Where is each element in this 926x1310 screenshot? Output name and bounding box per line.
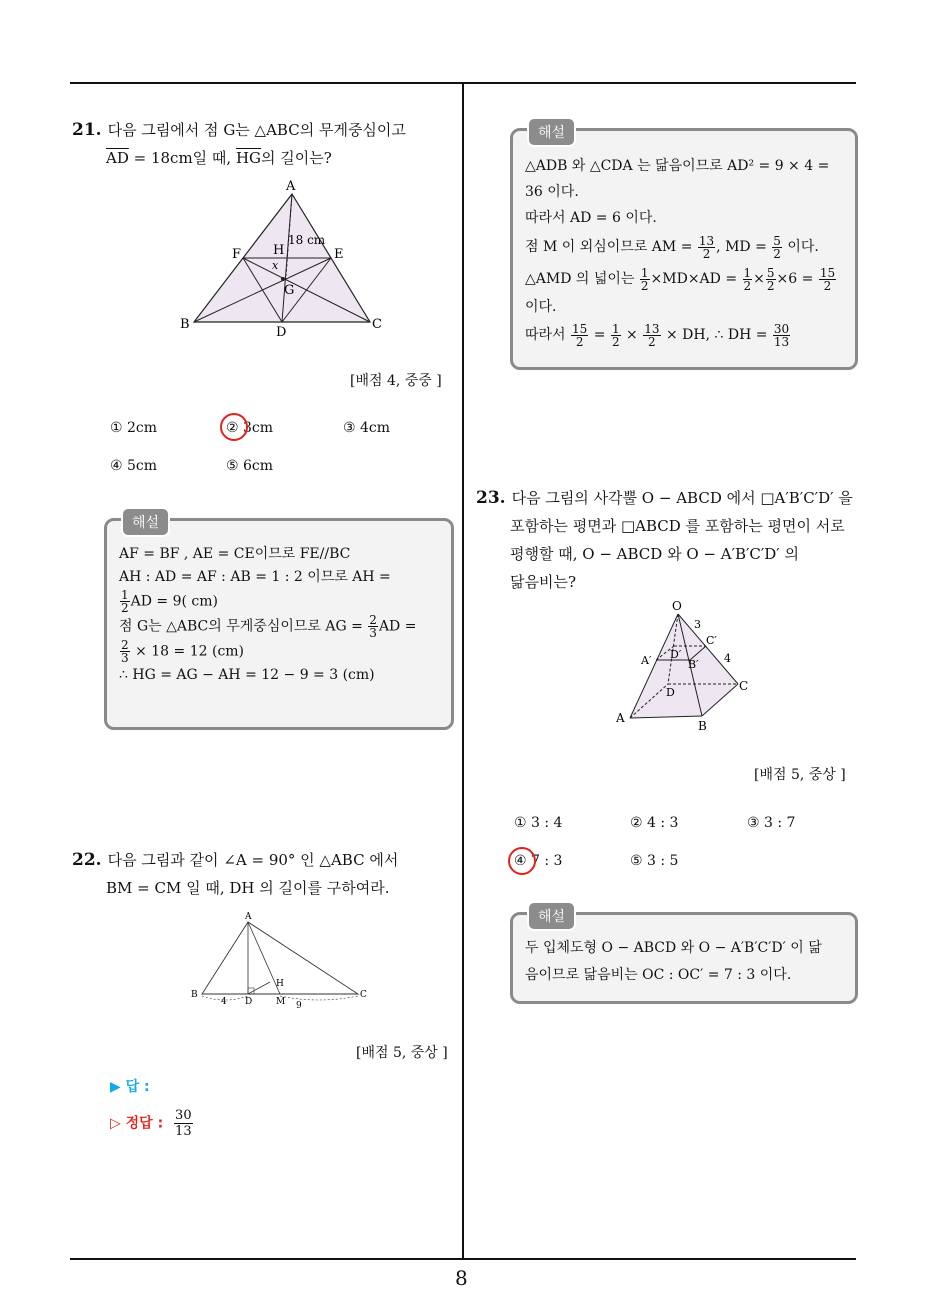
question-23-number: 23.	[476, 488, 506, 508]
q21-label-F: F	[232, 247, 242, 262]
q22-answer-label: ▶ 답 :	[110, 1079, 150, 1095]
q23-label-A1: A′	[641, 654, 652, 667]
q21-sol-line5: $\frac{2}{3}$ × 18 = 12 (cm)	[121, 638, 245, 665]
q21-sol-line6: ∴ HG = AG − AH = 12 − 9 = 3 (cm)	[119, 667, 375, 683]
q22-sol-line1: △ADB 와 △CDA 는 닮음이므로 AD² = 9 × 4 =	[525, 158, 830, 174]
q23-label-D: D	[666, 686, 675, 699]
question-23	[476, 484, 856, 596]
q23-label-4: 4	[724, 652, 731, 665]
q23-sol-line2: 음이므로 닮음비는 OC : OC′ = 7 : 3 이다.	[525, 967, 792, 983]
q21-sol-line4: 점 G는 △ABC의 무게중심이므로 AG = $\frac{2}{3}$ AD =	[119, 613, 417, 640]
q21-choice-2[interactable]: ② 3cm	[226, 420, 274, 436]
q23-choice-3[interactable]: ③ 3 : 7	[747, 815, 796, 831]
q21-answer-circle	[220, 413, 248, 441]
question-21-number: 21.	[72, 120, 102, 140]
q23-label-A: A	[616, 711, 625, 725]
q21-label-A: A	[286, 179, 296, 194]
q22-solution-tag: 해설	[527, 117, 576, 147]
q21-label-length: 18 cm	[288, 233, 326, 247]
q21-meta: [배점 4, 중중 ]	[350, 373, 442, 389]
q22-label-A: A	[245, 912, 252, 922]
question-21-text	[72, 116, 452, 172]
question-22-line1: 다음 그림과 같이 ∠A = 90° 인 △ABC 에서	[107, 851, 399, 869]
question-23-line3: 평행할 때, O − ABCD 와 O − A′B′C′D′ 의	[510, 545, 799, 563]
column-divider	[462, 82, 464, 1260]
q22-correct-fraction: $\frac{30}{13}$	[175, 1108, 192, 1139]
q21-choice-5[interactable]: ⑤ 6cm	[226, 458, 274, 474]
q22-sol-line7: 따라서 $\frac{15}{2}$ = $\frac{1}{2}$ × $\frac{13}{2}$ × DH, ∴ DH = $\frac{30}{13}$	[525, 321, 790, 349]
q21-choice-1[interactable]: ① 2cm	[110, 420, 158, 436]
q22-meta: [배점 5, 중상 ]	[356, 1045, 448, 1061]
question-23-line2: 포함하는 평면과 □ABCD 를 포함하는 평면이 서로	[510, 517, 845, 535]
q23-choice-1[interactable]: ① 3 : 4	[514, 815, 563, 831]
q22-solution-box	[510, 125, 858, 370]
question-21-line2: $\overline{AD} = 18cm$일 때, $\overline{HG}$의 길이는?	[106, 149, 332, 167]
q23-solution-box	[510, 909, 858, 1004]
q21-sol-line2: AH : AD = AF : AB = 1 : 2 이므로 AH =	[119, 569, 391, 585]
q21-label-B: B	[180, 317, 190, 332]
q23-label-C: C	[739, 679, 749, 693]
question-22-text	[72, 846, 452, 902]
q23-label-B1: B′	[688, 658, 699, 671]
question-22-line2: BM = CM 일 때, DH 의 길이를 구하여라.	[106, 879, 390, 897]
q23-choice-2[interactable]: ② 4 : 3	[630, 815, 679, 831]
q23-choice-5[interactable]: ⑤ 3 : 5	[630, 853, 679, 869]
q21-label-D: D	[276, 325, 287, 340]
q23-label-O: O	[672, 599, 682, 613]
q22-sol-line5: △AMD 의 넓이는 $\frac{1}{2}$ ×MD×AD = $\frac{1}{2}$ × $\frac{5}{2}$ ×6 = $\frac{15}{2}$	[525, 265, 836, 293]
q23-meta: [배점 5, 중상 ]	[754, 767, 846, 783]
q23-solution-tag: 해설	[527, 901, 576, 931]
q22-sol-line2: 36 이다.	[525, 184, 579, 200]
q23-pyramid-figure	[610, 598, 760, 738]
q23-choice-4[interactable]: ④ 7 : 3	[514, 853, 563, 869]
q22-label-H: H	[276, 979, 284, 989]
q22-label-4: 4	[221, 997, 227, 1007]
q22-correct-label: ▷ 정답 : $\frac{30}{13}$	[110, 1108, 192, 1139]
q23-label-3: 3	[694, 618, 701, 631]
q23-label-B: B	[698, 719, 707, 733]
question-23-text	[476, 484, 856, 596]
q21-sol-line3: $\frac{1}{2}$ AD = 9( cm)	[121, 588, 219, 615]
page-number: 8	[455, 1266, 468, 1290]
q21-choice-4[interactable]: ④ 5cm	[110, 458, 158, 474]
q21-label-E: E	[334, 247, 344, 262]
q23-label-C1: C′	[706, 634, 717, 647]
q21-label-C: C	[372, 317, 382, 332]
q23-answer-circle	[508, 847, 536, 875]
q23-sol-line1: 두 입체도형 O − ABCD 와 O − A′B′C′D′ 이 닮	[525, 940, 822, 956]
q21-label-H: H	[273, 243, 285, 258]
q22-sol-line6: 이다.	[525, 299, 557, 315]
question-23-line4: 닮음비는?	[510, 573, 577, 591]
q22-label-M: M	[276, 997, 286, 1007]
q21-sol-line1: AF = BF , AE = CE이므로 FE//BC	[119, 546, 351, 562]
question-22	[72, 846, 452, 902]
q21-solution-tag: 해설	[121, 507, 170, 537]
question-21	[72, 116, 452, 172]
q22-label-C: C	[360, 990, 367, 1000]
bottom-rule	[70, 1258, 856, 1260]
q23-label-D1: D′	[670, 648, 682, 661]
q21-triangle-figure	[176, 176, 396, 341]
q22-label-D: D	[245, 997, 253, 1007]
question-23-line1: 다음 그림의 사각뿔 O − ABCD 에서 □A′B′C′D′ 을	[511, 489, 853, 507]
q22-sol-line3: 따라서 AD = 6 이다.	[525, 210, 657, 226]
question-22-number: 22.	[72, 850, 102, 870]
q22-triangle-figure	[190, 908, 380, 1010]
q22-label-9: 9	[296, 1001, 302, 1010]
q21-label-G: G	[284, 283, 295, 298]
q22-sol-line4: 점 M 이 외심이므로 AM = $\frac{13}{2}$ , MD = $\frac{5}{2}$ 이다.	[525, 233, 819, 261]
q21-solution-box	[104, 515, 454, 730]
q22-label-B: B	[191, 990, 198, 1000]
q21-label-x: x	[272, 259, 279, 272]
question-21-line1: 다음 그림에서 점 G는 △ABC의 무게중심이고	[107, 121, 406, 139]
q21-choice-3[interactable]: ③ 4cm	[343, 420, 391, 436]
